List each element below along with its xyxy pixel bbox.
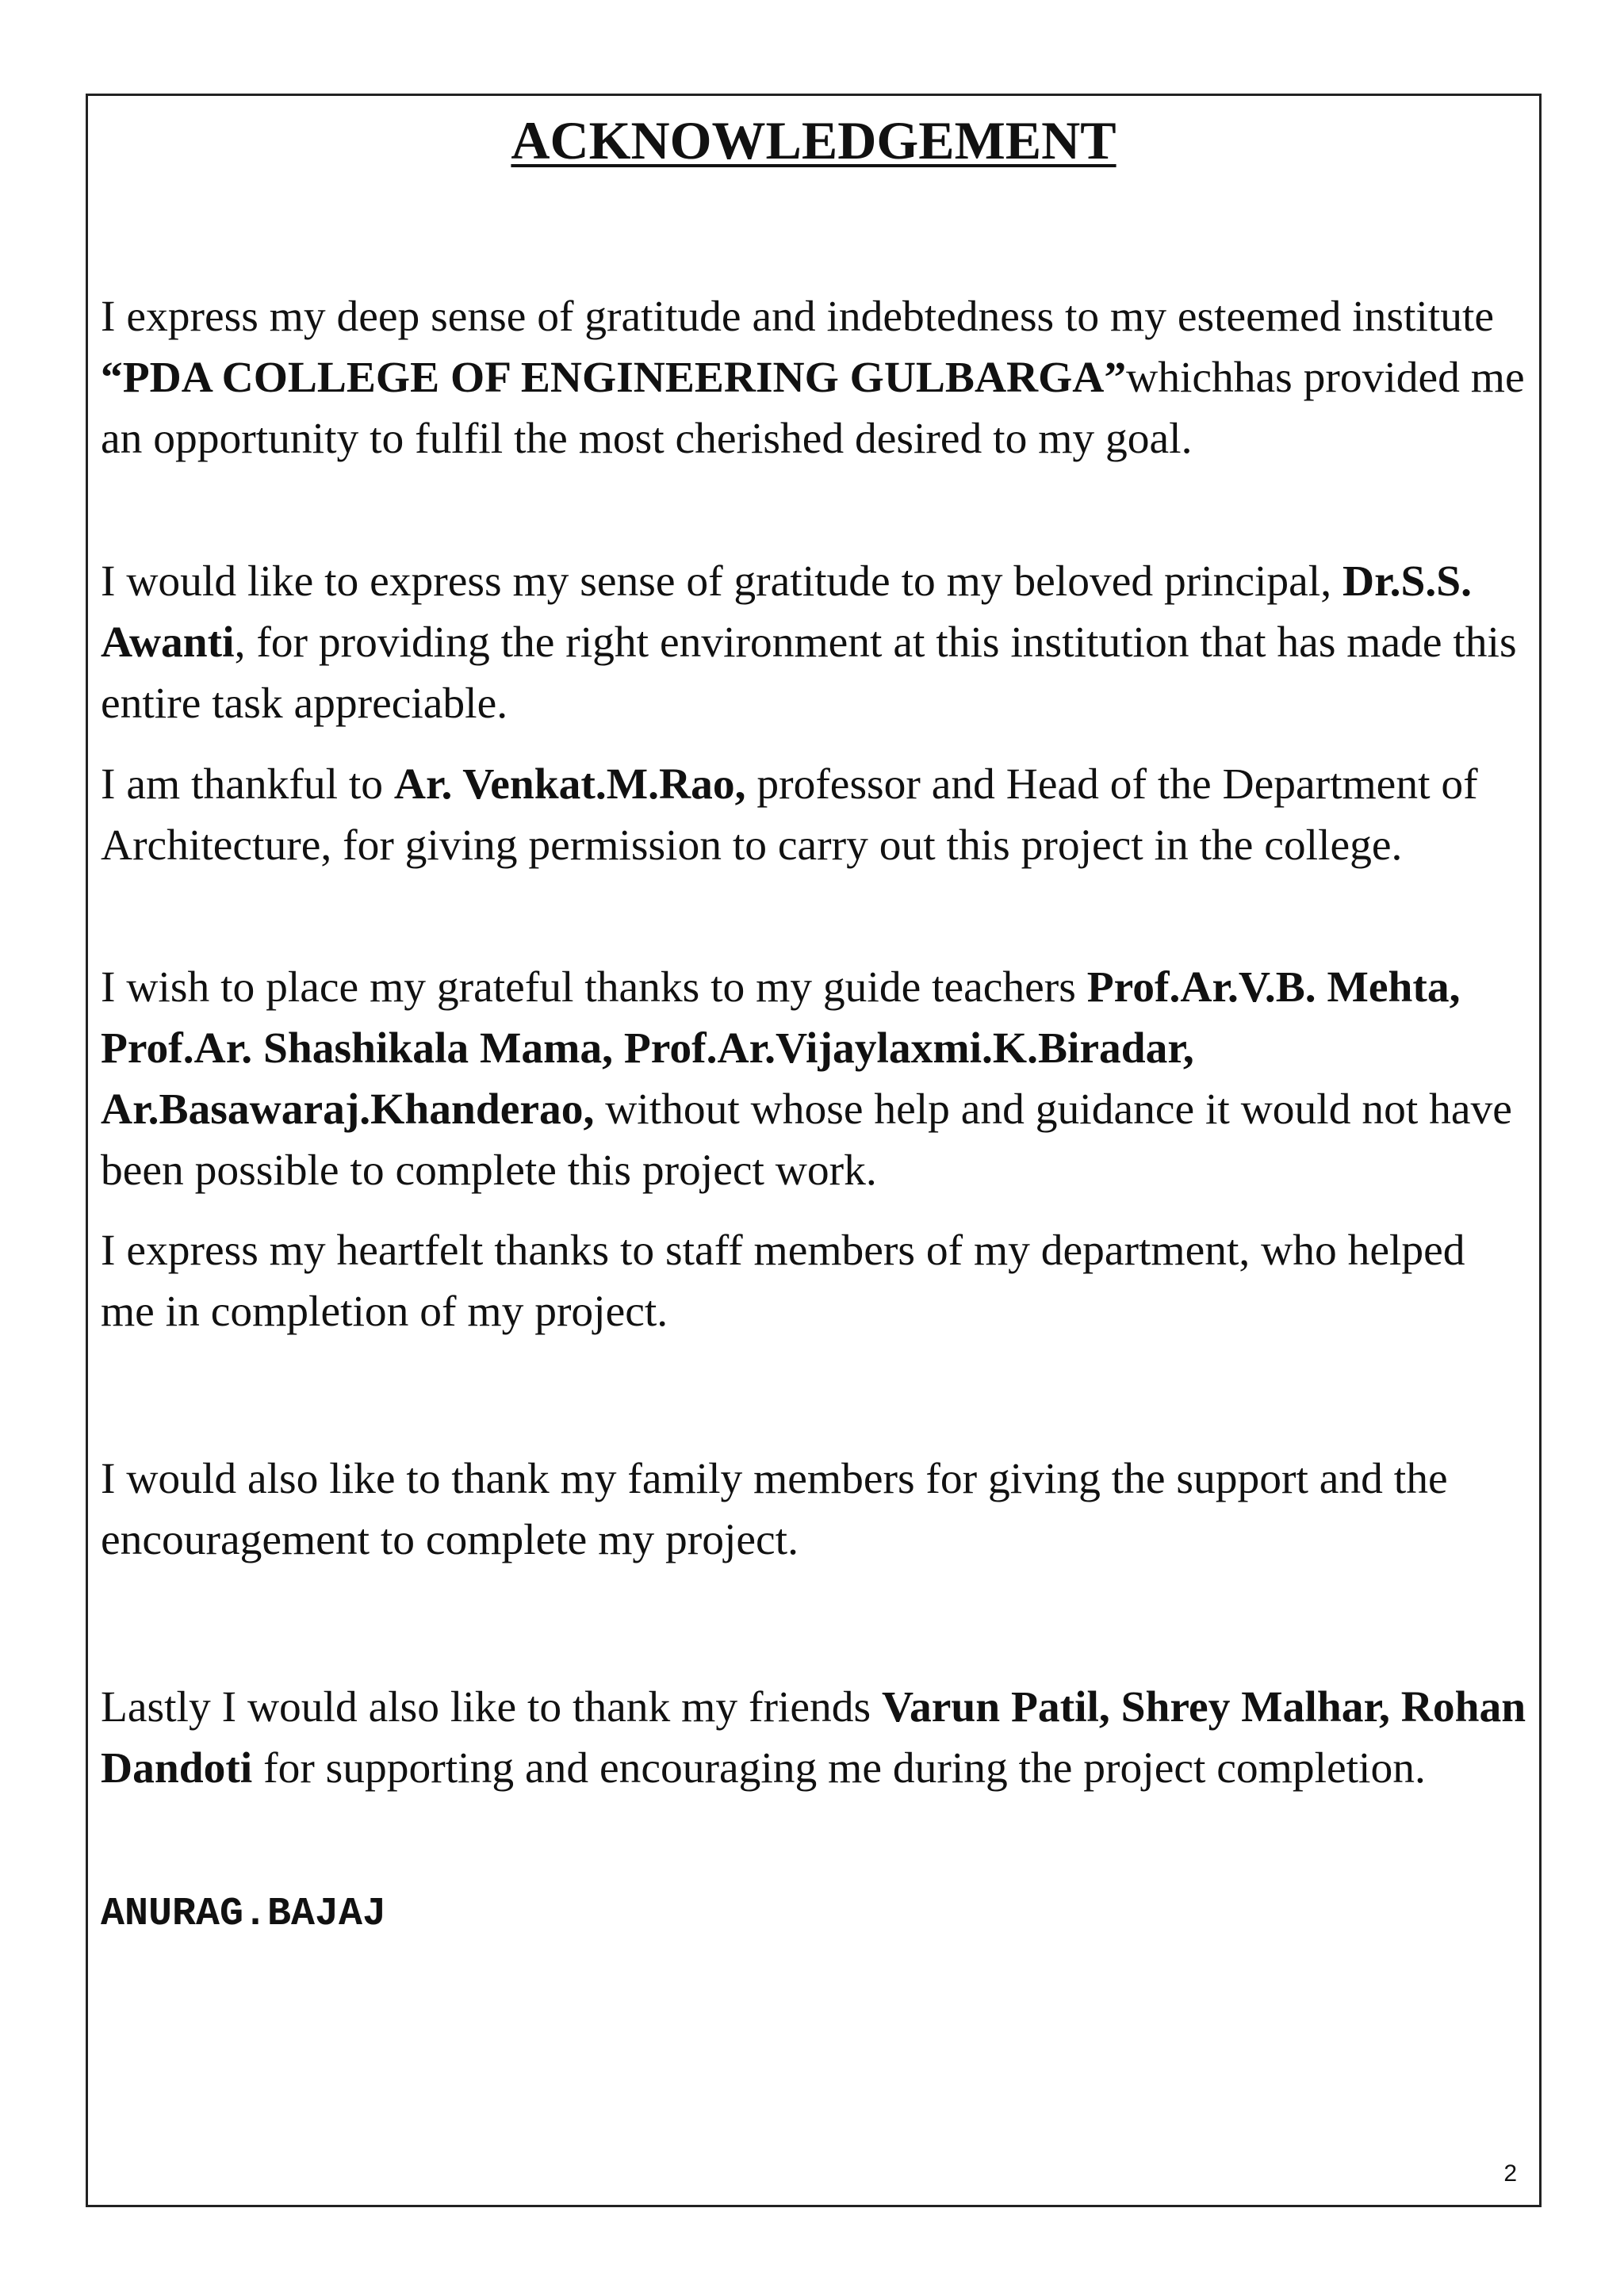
principal-name: Dr.S.S. Awanti [101, 557, 1472, 667]
paragraph-text: without whose help and guidance it would not have been possible to complete this project work. [101, 1085, 1512, 1195]
paragraph-text: I wish to place my grateful thanks to my guide teachers [101, 963, 1087, 1012]
page-number: 2 [1503, 2160, 1517, 2187]
paragraph-text: I express my heartfelt thanks to staff members of my department, who helped me in completion of my project. [101, 1226, 1465, 1336]
paragraph-family [101, 1448, 1528, 1571]
paragraph-text: Lastly I would also like to thank my friends [101, 1683, 882, 1732]
page-border [86, 94, 1542, 2207]
paragraph-text: I express my deep sense of gratitude and indebtedness to my esteemed institute [101, 293, 1495, 341]
paragraph-text: whichhas provided me an opportunity to fulfil the most cherished desired to my goal. [101, 354, 1525, 463]
hod-name: Ar. Venkat.M.Rao, [393, 760, 746, 809]
paragraph-principal [101, 551, 1528, 734]
page-title [88, 109, 1539, 174]
paragraph-friends [101, 1677, 1528, 1799]
paragraph-text: for supporting and encouraging me during the project completion. [252, 1744, 1426, 1793]
paragraph-text: , for providing the right environment at this institution that has made this entire task appreciable. [101, 618, 1517, 728]
paragraph-text: I am thankful to [101, 760, 394, 809]
paragraph-staff [101, 1220, 1528, 1342]
friend-names: Varun Patil, Shrey Malhar, Rohan Dandoti [101, 1683, 1526, 1793]
paragraph-text: professor and Head of the Department of Architecture, for giving permission to carry out this project in the college. [101, 760, 1478, 870]
paragraph-text: I would also like to thank my family members for giving the support and the encouragement to complete my project. [101, 1455, 1448, 1564]
page-title-text: ACKNOWLEDGEMENT [511, 110, 1116, 170]
paragraph-hod [101, 754, 1528, 876]
paragraph-institute [101, 286, 1528, 469]
institute-name: “PDA COLLEGE OF ENGINEERING GULBARGA” [101, 354, 1127, 402]
paragraph-text: I would like to express my sense of gratitude to my beloved principal, [101, 557, 1342, 606]
author-signature: ANURAG.BAJAJ [101, 1892, 387, 1937]
paragraph-guides [101, 957, 1528, 1201]
guide-names: Prof.Ar.V.B. Mehta, Prof.Ar. Shashikala Mama, Prof.Ar.Vijaylaxmi.K.Biradar, Ar.Basawaraj.Khanderao, [101, 963, 1461, 1134]
